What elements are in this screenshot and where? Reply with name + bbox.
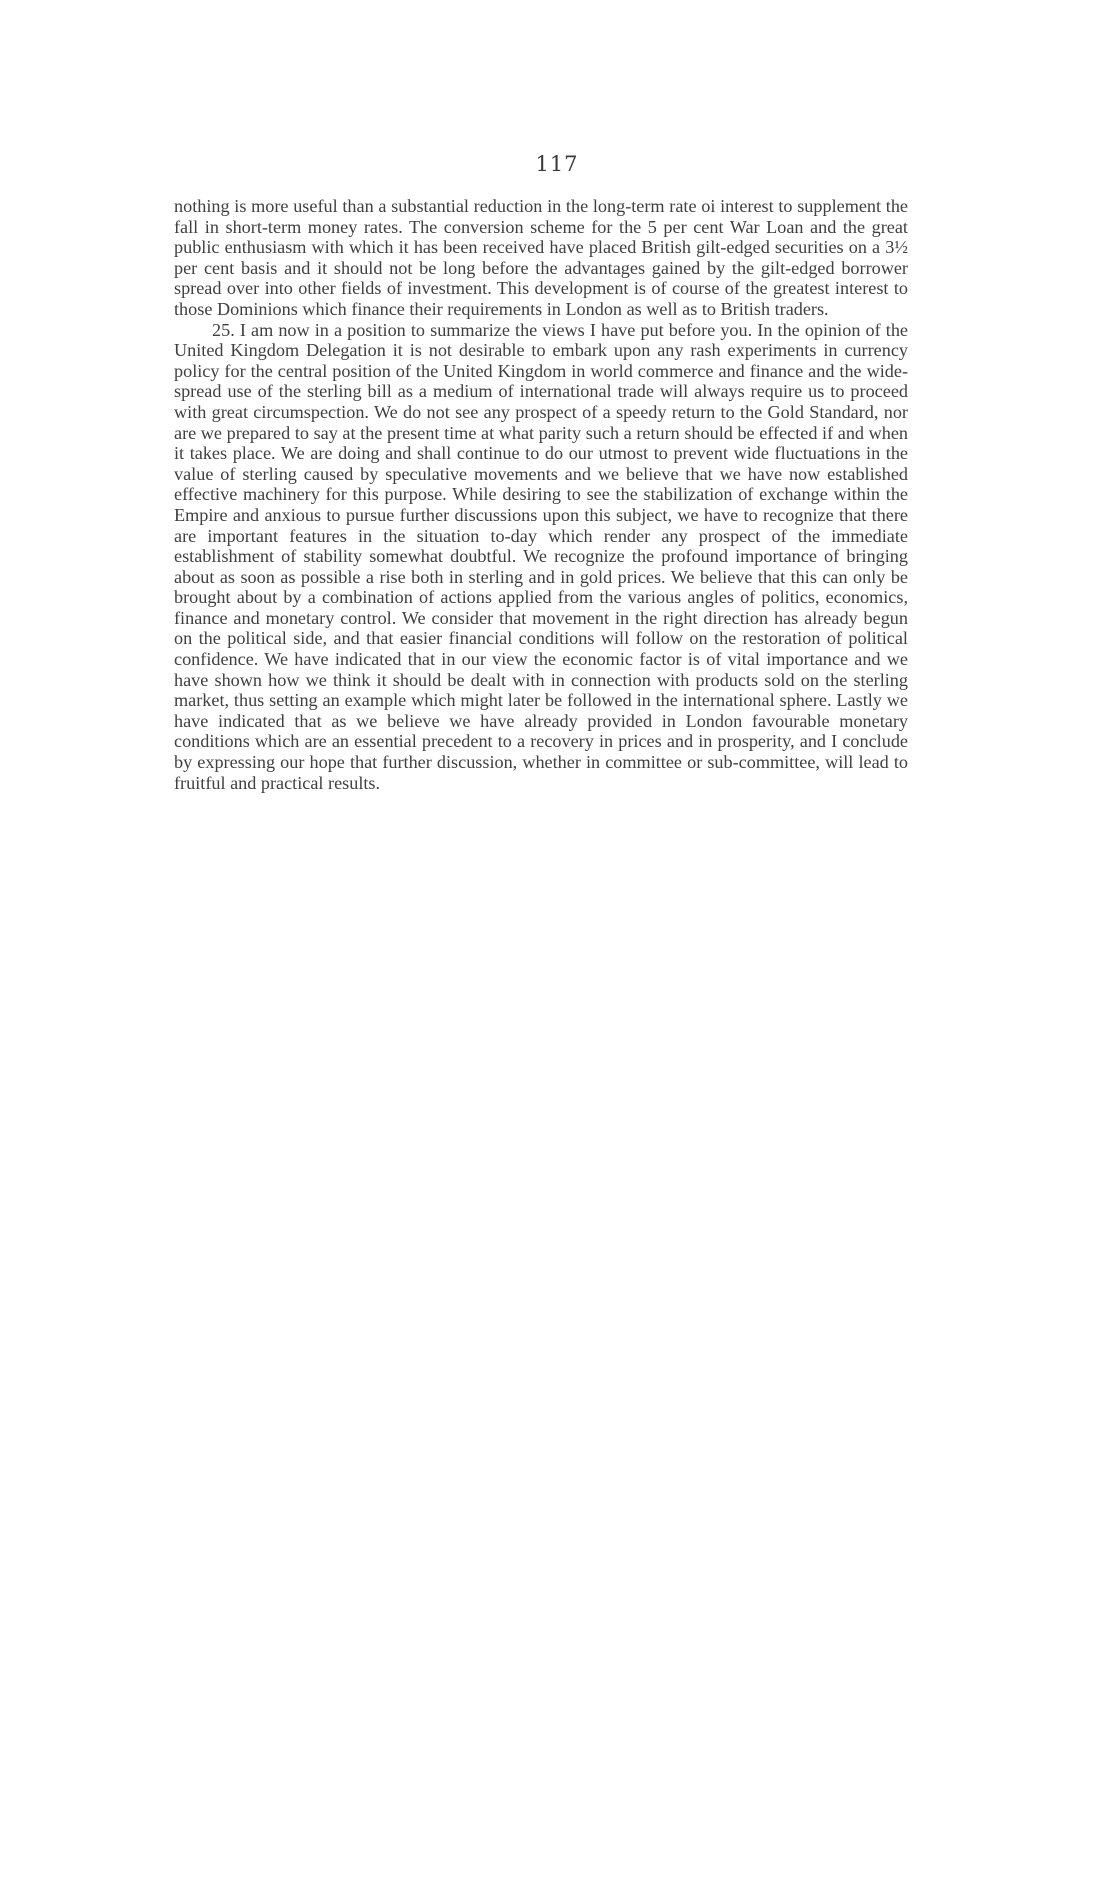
paragraph-continuation: nothing is more useful than a substantial reduction in the long-term rate oi interest to supplement the fall in short-term money rates. The conversion scheme for the 5 per cent War Loan and the great public enthusiasm with which it has been received have placed British gilt-edged securities on a 3½ per cent basis and it should not be long before the advantages gained by the gilt-edged borrower spread over into other fields of investment. This development is of course of the greatest interest to those Dominions which finance their requirements in London as well as to British traders. xyxy=(174,196,908,319)
paragraph-25: 25. I am now in a position to summarize the views I have put before you. In the opinion of the United Kingdom Delegation it is not desirable to embark upon any rash experiments in currency policy for the central position of the United Kingdom in world commerce and finance and the wide-spread use of the sterling bill as a medium of international trade will always require us to proceed with great circumspection. We do not see any prospect of a speedy return to the Gold Standard, nor are we prepared to say at the present time at what parity such a return should be effected if and when it takes place. We are doing and shall continue to do our utmost to prevent wide fluctuations in the value of sterling caused by speculative movements and we believe that we have now established effective machinery for this purpose. While desiring to see the stabilization of exchange within the Empire and anxious to pursue further discussions upon this subject, we have to recognize that there are important features in the situation to-day which render any prospect of the immediate establishment of stability somewhat doubtful. We recognize the profound importance of bringing about as soon as possible a rise both in sterling and in gold prices. We believe that this can only be brought about by a combination of actions applied from the various angles of politics, economics, finance and monetary control. We consider that movement in the right direction has already begun on the political side, and that easier financial conditions will follow on the restoration of political confidence. We have indicated that in our view the economic factor is of vital importance and we have shown how we think it should be dealt with in connection with products sold on the sterling market, thus setting an example which might later be followed in the international sphere. Lastly we have indicated that as we believe we have already provided in London favourable monetary conditions which are an essential precedent to a recovery in prices and in prosperity, and I conclude by expressing our hope that further discussion, whether in committee or sub-committee, will lead to fruitful and practical results. xyxy=(174,319,908,793)
body-text xyxy=(174,196,908,793)
page-number: 117 xyxy=(535,152,579,176)
